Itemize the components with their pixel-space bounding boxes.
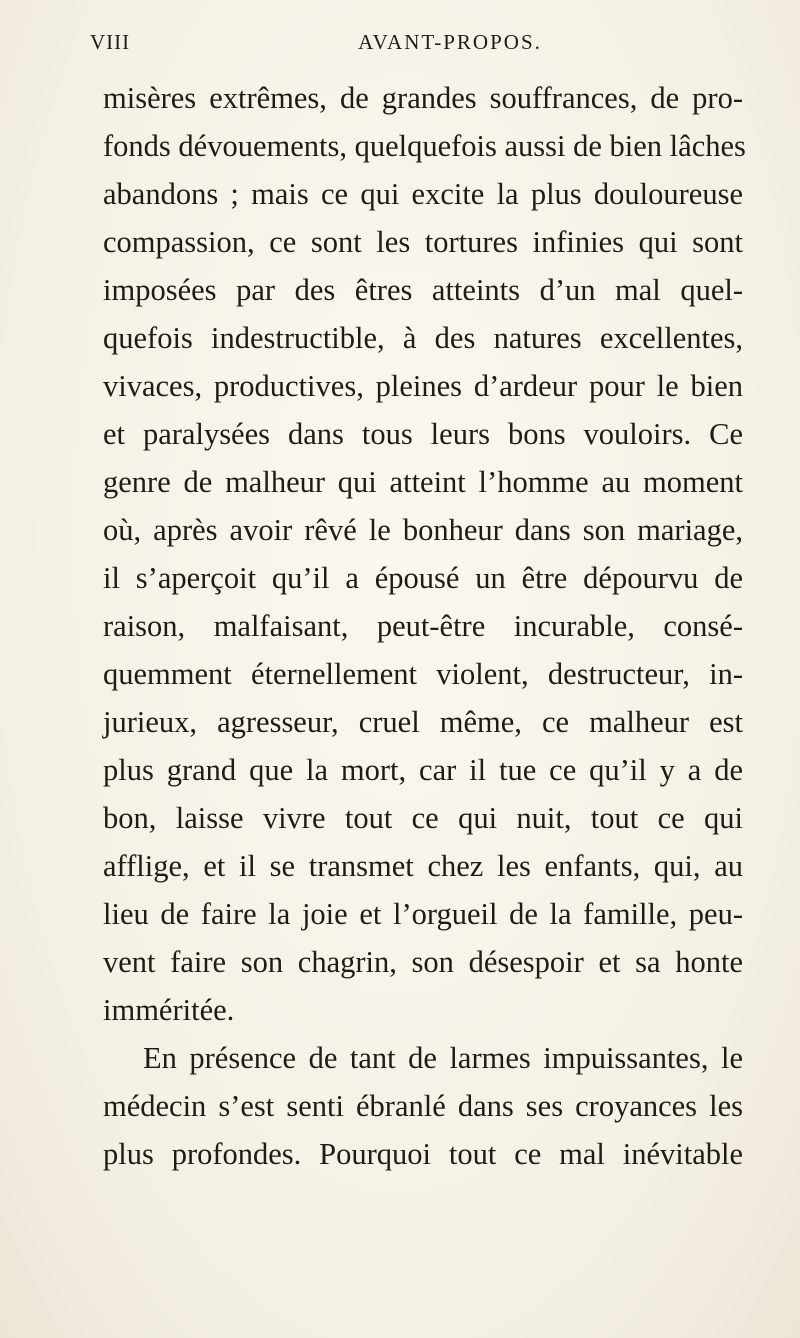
page-header xyxy=(90,30,730,58)
text-line: fonds dévouements, quelquefois aussi de bien lâches xyxy=(103,129,746,163)
text-line: et paralysées dans tous leurs bons vouloirs. Ce xyxy=(103,417,743,451)
text-line: il s’aperçoit qu’il a épousé un être dépourvu de xyxy=(103,561,743,595)
text-line: où, après avoir rêvé le bonheur dans son mariage, xyxy=(103,513,743,547)
running-title: AVANT-PROPOS. xyxy=(358,30,542,54)
text-line: médecin s’est senti ébranlé dans ses croyances les xyxy=(103,1089,743,1123)
text-line: compassion, ce sont les tortures infinies qui sont xyxy=(103,225,743,259)
text-line: misères extrêmes, de grandes souffrances, de pro- xyxy=(103,81,743,115)
text-line: lieu de faire la joie et l’orgueil de la famille, peu- xyxy=(103,897,743,931)
paragraph-start-line: En présence de tant de larmes impuissantes, le xyxy=(143,1041,743,1075)
page-number: VIII xyxy=(90,30,131,54)
text-line: quefois indestructible, à des natures excellentes, xyxy=(103,321,743,355)
text-line: plus grand que la mort, car il tue ce qu’il y a de xyxy=(103,753,743,787)
text-line: quemment éternellement violent, destructeur, in- xyxy=(103,657,743,691)
body-text xyxy=(103,74,746,1178)
text-line: abandons ; mais ce qui excite la plus douloureuse xyxy=(103,177,743,211)
text-line: bon, laisse vivre tout ce qui nuit, tout ce qui xyxy=(103,801,743,835)
text-line: vivaces, productives, pleines d’ardeur pour le bien xyxy=(103,369,743,403)
text-line: imposées par des êtres atteints d’un mal quel- xyxy=(103,273,743,307)
text-line: vent faire son chagrin, son désespoir et sa honte xyxy=(103,945,743,979)
text-line: genre de malheur qui atteint l’homme au moment xyxy=(103,465,743,499)
text-line: raison, malfaisant, peut-être incurable, consé- xyxy=(103,609,743,643)
text-line: plus profondes. Pourquoi tout ce mal inévitable xyxy=(103,1137,743,1171)
text-line: jurieux, agresseur, cruel même, ce malheur est xyxy=(103,705,743,739)
paragraph-end-line: imméritée. xyxy=(103,993,235,1027)
text-line: afflige, et il se transmet chez les enfants, qui, au xyxy=(103,849,743,883)
